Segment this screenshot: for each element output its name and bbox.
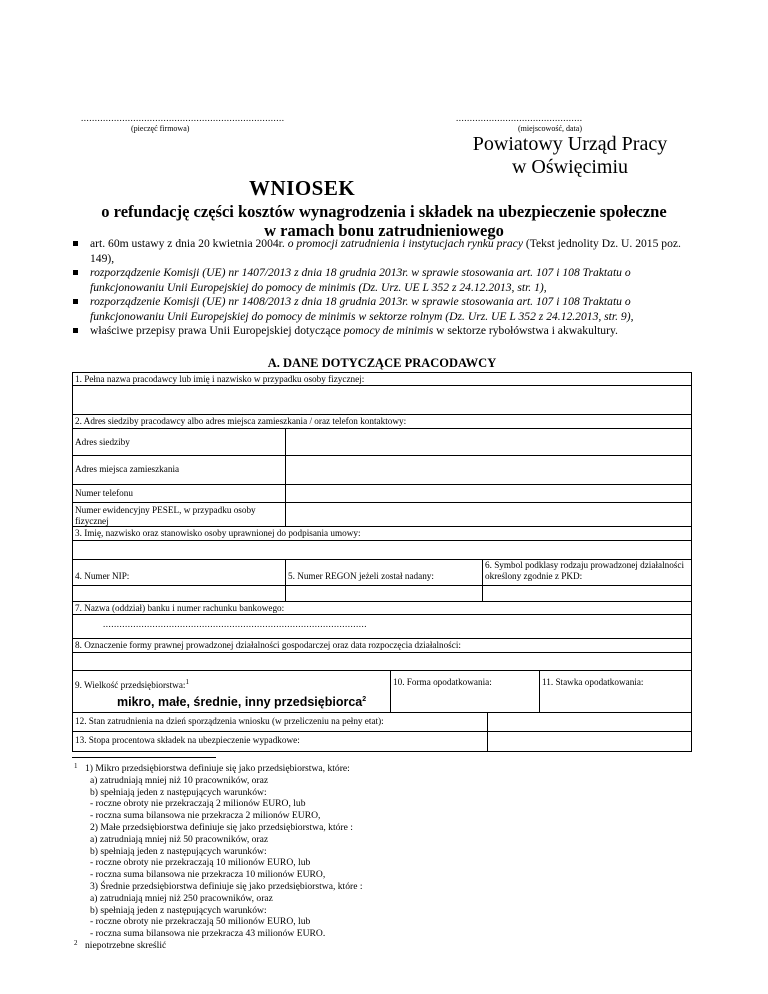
- footnote-separator: [72, 757, 216, 758]
- legal-basis-italic: pomocy de minimis: [343, 324, 434, 337]
- accident-rate-label: 13. Stopa procentowa składek na ubezpieczenie wypadkowe:: [75, 735, 300, 745]
- legal-basis-italic: rozporządzenie Komisji (UE) nr 1408/2013 z dnia 18 grudnia 2013r. w sprawie stosowania art. 107 i 108 Traktatu o funkcjonowaniu Unii Europejskiej do pomocy de minimis w sektorze rolnym (Dz. Urz. UE L 352 z 24.12.2013, str. 9),: [90, 295, 634, 323]
- regon-label: 5. Numer REGON jeżeli został nadany:: [288, 571, 434, 581]
- document-title: WNIOSEK: [249, 176, 356, 200]
- regon-cell: [285, 560, 482, 601]
- tax-form-label: 10. Forma opodatkowania:: [393, 677, 492, 687]
- subtitle-line2: w ramach bonu zatrudnieniowego: [264, 221, 504, 240]
- field-8-label-row: [73, 639, 691, 653]
- legal-basis-italic: o promocji zatrudnienia i instytucjach rynku pracy: [287, 237, 523, 250]
- footnote-1-line: a) zatrudniają mniej niż 10 pracowników, oraz: [90, 774, 269, 786]
- footnote-2: [74, 940, 694, 952]
- field-3-label-row: [73, 527, 691, 541]
- footnote-1: [74, 763, 694, 940]
- pesel-row: [73, 503, 691, 527]
- place-date-caption: (miejscowość, data): [518, 124, 582, 133]
- field-8-label: 8. Oznaczenie formy prawnej prowadzonej działalności gospodarczej oraz data rozpoczęcia działalności:: [75, 640, 461, 650]
- office-name-line2: w Oświęcimiu: [511, 156, 629, 178]
- footnote-1-mark: 1: [74, 762, 78, 770]
- seat-address-input[interactable]: [285, 429, 691, 455]
- company-size-label: 9. Wielkość przedsiębiorstwa:$^1$: [75, 678, 189, 691]
- field-2-label-row: [73, 415, 691, 429]
- field-1-label: 1. Pełna nazwa pracodawcy lub imię i nazwisko w przypadku osoby fizycznej:: [75, 374, 365, 384]
- footnote-1-line: - roczna suma bilansowa nie przekracza 43 milionów EURO.: [90, 928, 326, 940]
- footnote-2-mark: 2: [74, 938, 78, 947]
- legal-basis-text: właściwe przepisy prawa Unii Europejskiej dotyczące: [90, 324, 344, 337]
- footnote-1-line: a) zatrudniają mniej niż 50 pracowników, oraz: [90, 833, 269, 845]
- field-3-input[interactable]: [73, 541, 691, 560]
- footnote-1-line: a) zatrudniają mniej niż 250 pracowników, oraz: [90, 892, 273, 904]
- footnotes: [74, 763, 694, 952]
- phone-row: [73, 485, 691, 503]
- home-address-input[interactable]: [285, 456, 691, 484]
- field-7-label-row: [73, 602, 691, 615]
- employment-label: 12. Stan zatrudnienia na dzień sporządzenia wniosku (w przeliczeniu na pełny etat):: [75, 716, 384, 726]
- field-2-label: 2. Adres siedziby pracodawcy albo adres miejsca zamieszkania / oraz telefon kontaktowy:: [75, 416, 407, 426]
- bank-account-dots: ................................................................................................: [103, 619, 367, 629]
- size-tax-row: [73, 671, 691, 713]
- legal-basis-text: (Tekst jednolity Dz. U. 2015 poz. 149),: [90, 237, 681, 265]
- footnote-2-text: niepotrzebne skreślić: [85, 939, 167, 951]
- footnote-1-line: - roczne obroty nie przekraczają 50 milionów EURO, lub: [90, 916, 311, 928]
- accident-rate-input[interactable]: [487, 732, 691, 751]
- accident-rate-row: [73, 732, 691, 751]
- document-subtitle: [60, 202, 708, 240]
- field-8-input[interactable]: [73, 653, 691, 671]
- legal-basis-text: w sektorze rybołówstwa i akwakultury.: [433, 324, 618, 337]
- nip-regon-pkd-row: [73, 560, 691, 602]
- legal-basis-item: [72, 324, 700, 339]
- footnote-1-line: 3) Średnie przedsiębiorstwa definiuje się jako przedsiębiorstwa, które :: [90, 880, 363, 892]
- footnote-1-line: 1) Mikro przedsiębiorstwa definiuje się jako przedsiębiorstwa, które:: [85, 763, 350, 774]
- nip-input[interactable]: [72, 585, 286, 602]
- footnote-1-line: 2) Małe przedsiębiorstwa definiuje się jako przedsiębiorstwa, które :: [90, 821, 353, 833]
- legal-basis-italic: rozporządzenie Komisji (UE) nr 1407/2013 z dnia 18 grudnia 2013r. w sprawie stosowania art. 107 i 108 Traktatu o funkcjonowaniu Unii Europejskiej do pomocy de minimis (Dz. Urz. UE L 352 z 24.12.2013, str. 1),: [90, 266, 631, 294]
- legal-basis-item: [72, 266, 700, 295]
- field-1-input[interactable]: [73, 386, 691, 415]
- home-address-row: [73, 456, 691, 485]
- footnote-1-line: - roczna suma bilansowa nie przekracza 2 milionów EURO,: [90, 810, 321, 822]
- footnote-1-line: - roczne obroty nie przekraczają 2 milionów EURO, lub: [90, 798, 306, 810]
- field-1-label-row: [73, 373, 691, 386]
- office-name: [440, 133, 700, 179]
- seat-address-label: Adres siedziby: [75, 437, 130, 447]
- legal-basis-item: [72, 295, 700, 324]
- nip-label: 4. Numer NIP:: [75, 571, 130, 581]
- home-address-label: Adres miejsca zamieszkania: [75, 464, 180, 474]
- tax-rate-label: 11. Stawka opodatkowania:: [542, 677, 644, 687]
- footnote-1-line: b) spełniają jeden z następujących warunków:: [90, 845, 267, 857]
- office-name-line1: Powiatowy Urząd Pracy: [472, 133, 668, 155]
- legal-basis-text: art. 60m ustawy z dnia 20 kwietnia 2004r.: [90, 237, 288, 250]
- pkd-label: 6. Symbol podklasy rodzaju prowadzonej działalności określony zgodnie z PKD:: [485, 560, 685, 581]
- phone-input[interactable]: [285, 485, 691, 502]
- tax-form-cell: [390, 671, 539, 712]
- pesel-label: Numer ewidencyjny PESEL, w przypadku osoby fizycznej: [75, 505, 256, 526]
- bank-account-input[interactable]: [73, 615, 691, 639]
- stamp-dotted-line[interactable]: ..........................................................................: [81, 113, 285, 123]
- place-date-dotted-line[interactable]: ..............................................: [456, 113, 583, 123]
- field-3-label: 3. Imię, nazwisko oraz stanowisko osoby uprawnionej do podpisania umowy:: [75, 528, 361, 538]
- legal-basis-item: [72, 237, 700, 266]
- pkd-cell: [482, 560, 691, 601]
- footnote-1-line: b) spełniają jeden z następujących warunków:: [90, 904, 267, 916]
- footnote-1-line: b) spełniają jeden z następujących warunków:: [90, 786, 267, 798]
- footnote-1-line: - roczne obroty nie przekraczają 10 milionów EURO, lub: [90, 857, 311, 869]
- company-size-cell: [73, 671, 390, 712]
- employment-row: [73, 713, 691, 732]
- subtitle-line1: o refundację części kosztów wynagrodzenia i składek na ubezpieczenie społeczne: [101, 202, 667, 221]
- regon-input[interactable]: [285, 585, 483, 602]
- phone-label: Numer telefonu: [75, 488, 133, 498]
- field-7-label: 7. Nazwa (oddział) banku i numer rachunku bankowego:: [75, 603, 285, 613]
- stamp-caption: (pieczęć firmowa): [131, 124, 190, 133]
- employer-data-form: [72, 372, 692, 752]
- seat-address-row: [73, 429, 691, 456]
- legal-basis-list: [72, 237, 700, 339]
- pkd-input[interactable]: [482, 585, 692, 602]
- footnote-1-line: - roczna suma bilansowa nie przekracza 10 milionów EURO,: [90, 869, 326, 881]
- company-size-options[interactable]: mikro, małe, średnie, inny przedsiębiorca$^2$: [117, 695, 367, 709]
- tax-rate-cell: [539, 671, 691, 712]
- pesel-input[interactable]: [285, 503, 691, 526]
- employment-input[interactable]: [487, 713, 691, 731]
- nip-cell: [73, 560, 285, 601]
- section-a-heading: A. DANE DOTYCZĄCE PRACODAWCY: [267, 356, 497, 370]
